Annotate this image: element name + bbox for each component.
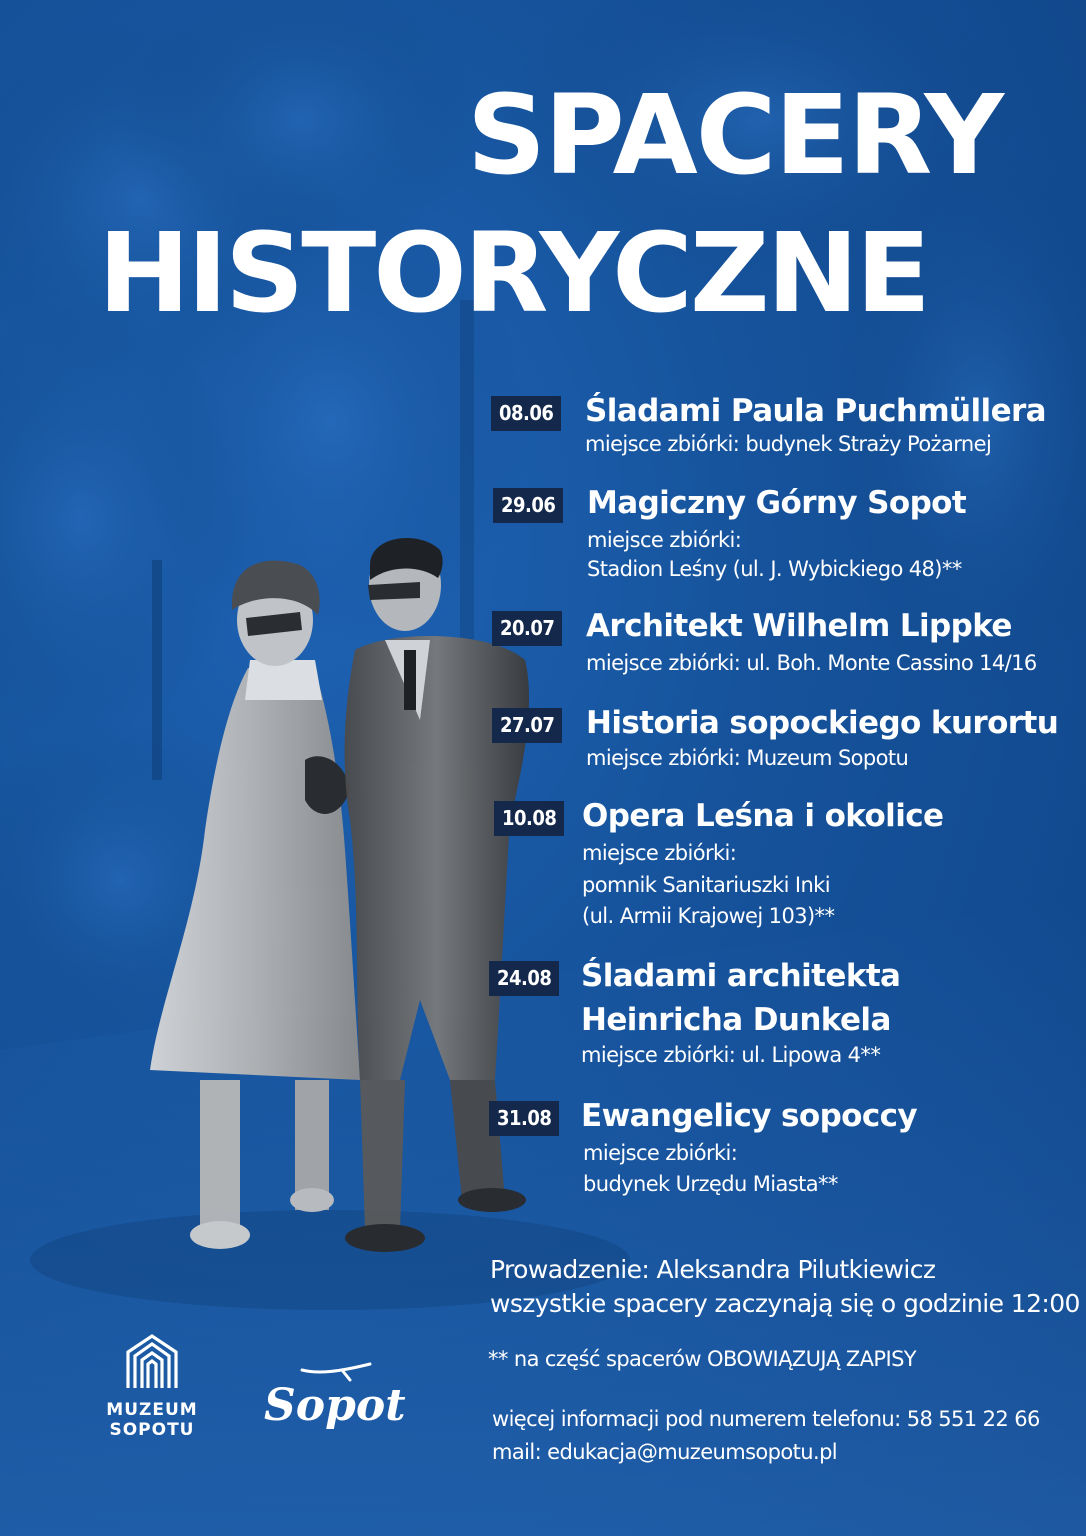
event-place: miejsce zbiórki: [587, 528, 742, 552]
muzeum-sopotu-logo [100, 1330, 204, 1440]
start-time-text: wszystkie spacery zaczynają się o godzinie 12:00 [490, 1289, 1080, 1318]
sopot-logo [258, 1358, 406, 1438]
event-date: 27.07 [492, 708, 562, 743]
museum-building-icon [100, 1330, 204, 1396]
muzeum-label-1: MUZEUM [106, 1400, 198, 1420]
event-place: miejsce zbiórki: ul. Lipowa 4** [581, 1043, 881, 1067]
event-title: Magiczny Górny Sopot [587, 485, 967, 521]
guide-text: Prowadzenie: Aleksandra Pilutkiewicz [490, 1255, 936, 1284]
mail-text: mail: edukacja@muzeumsopotu.pl [492, 1440, 838, 1464]
sopot-seagull-icon [302, 1364, 370, 1380]
event-place: miejsce zbiórki: Muzeum Sopotu [586, 746, 909, 770]
event-place: miejsce zbiórki: [582, 841, 737, 865]
event-title: Opera Leśna i okolice [582, 798, 944, 834]
event-title: Heinricha Dunkela [581, 1002, 891, 1038]
event-title: Architekt Wilhelm Lippke [586, 608, 1012, 644]
event-place: budynek Urzędu Miasta** [583, 1172, 838, 1196]
event-date: 24.08 [489, 961, 559, 996]
event-place: pomnik Sanitariuszki Inki [582, 873, 830, 897]
title-line-1: SPACERY [466, 71, 1002, 199]
info-lead [490, 1253, 1080, 1321]
event-title: Śladami Paula Puchmüllera [585, 393, 1047, 429]
muzeum-label-2: SOPOTU [109, 1420, 195, 1440]
event-place: (ul. Armii Krajowej 103)** [582, 904, 835, 928]
event-place: miejsce zbiórki: [583, 1141, 738, 1165]
phone-text: więcej informacji pod numerem telefonu: 58 551 22 66 [492, 1407, 1040, 1431]
event-place: miejsce zbiórki: budynek Straży Pożarnej [585, 432, 992, 456]
event-date: 20.07 [492, 611, 562, 646]
registration-note: ** na część spacerów OBOWIĄZUJĄ ZAPISY [488, 1347, 917, 1371]
title-line-2: HISTORYCZNE [98, 209, 928, 337]
event-title: Historia sopockiego kurortu [586, 705, 1059, 741]
event-title: Ewangelicy sopoccy [581, 1098, 918, 1134]
contact-info [492, 1403, 1040, 1469]
event-place: Stadion Leśny (ul. J. Wybickiego 48)** [587, 557, 962, 581]
event-date: 29.06 [493, 488, 563, 523]
event-date: 10.08 [494, 801, 564, 836]
sopot-logo-text: Sopot [264, 1380, 406, 1431]
event-date: 08.06 [491, 396, 561, 431]
event-title: Śladami architekta [581, 958, 901, 994]
event-date: 31.08 [489, 1101, 559, 1136]
event-place: miejsce zbiórki: ul. Boh. Monte Cassino 14/16 [586, 651, 1037, 675]
